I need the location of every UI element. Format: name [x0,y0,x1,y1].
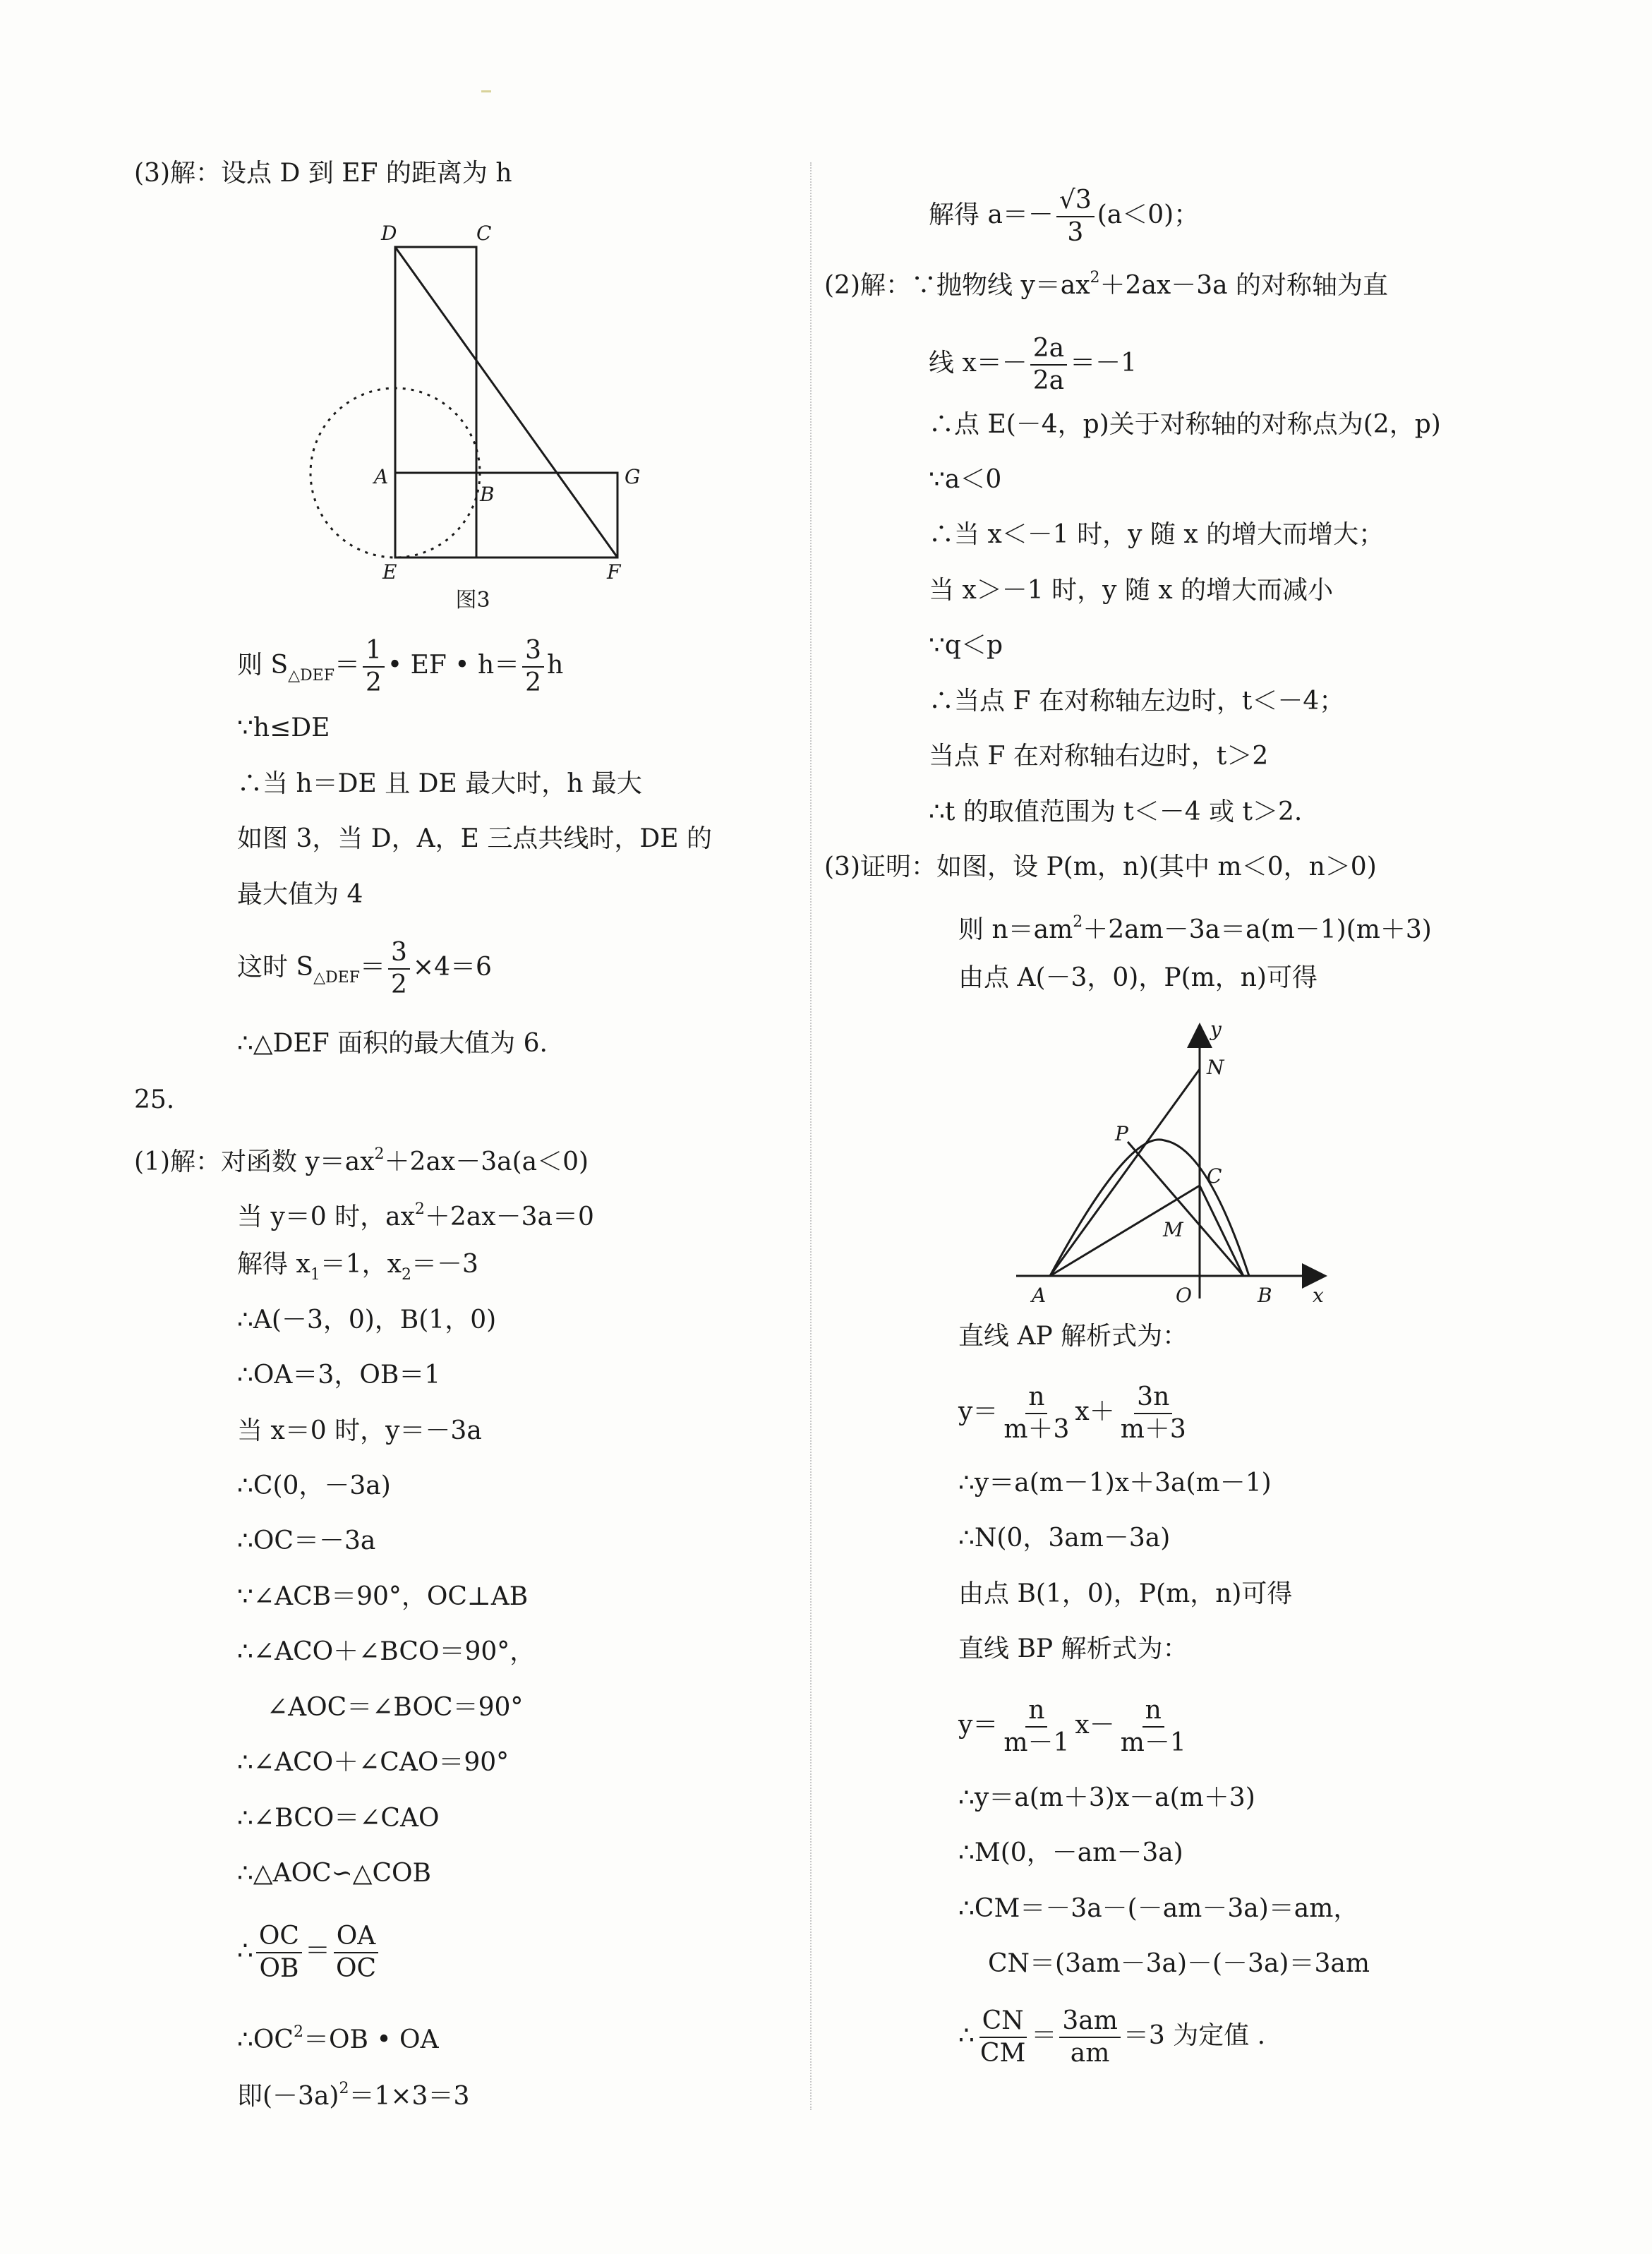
part3-intro: (3)解：设点 D 到 EF 的距离为 h [134,159,512,188]
segment-df [395,247,617,558]
part2-intro: (2)解：∵抛物线 $y=ax^2+2ax-3a$ 的对称轴为直 [824,269,1389,300]
when-x-zero: 当 x＝0 时，y＝－3a [237,1416,482,1445]
fraction-sqrt3-3: $\frac{√3}{3}$ [1056,185,1095,248]
a-negative: ∵a＜0 [929,465,1002,494]
scan-mark [481,90,491,92]
fraction-bp-1: $\frac{n}{m-1}$ [1003,1696,1070,1757]
symmetric-point: ∴点 E(－4，p)关于对称轴的对称点为(2，p) [929,410,1441,439]
point-m: ∴M(0，－am－3a) [958,1838,1183,1867]
label-a: A [374,465,389,488]
point-c: ∴C(0，－3a) [237,1471,391,1500]
fraction-cn-cm: $\frac{CN}{CM}$ [979,2006,1026,2068]
label-d: D [381,222,397,245]
fraction-ap-2: $\frac{3n}{m+3}$ [1120,1382,1186,1444]
label-c: C [1207,1164,1222,1188]
parabola-figure [1002,1016,1334,1313]
collinear-line-2: 最大值为 4 [237,880,363,909]
f-right: 当点 F 在对称轴右边时，t＞2 [929,742,1269,771]
figure-3 [303,219,656,614]
ap-simplified: ∴y＝a(m－1)x＋3a(m－1) [958,1469,1272,1497]
area-value: 这时 $S_{\triangle DEF}=$ $\frac{3}{2}$ ×4＝6 [237,938,492,999]
label-m: M [1163,1218,1183,1241]
part3-proof: (3)证明：如图，设 P(m，n)(其中 m＜0，n＞0) [824,852,1377,881]
line-ap [1050,1069,1200,1276]
label-f: F [607,560,621,584]
label-g: G [625,465,641,488]
area-formula: 则 $S_{\triangle DEF}=$ $\frac{1}{2}$ • EF • h＝ $\frac{3}{2}$ h [237,636,564,697]
fraction-oc-ob: $\frac{OC}{OB}$ [256,1921,302,1984]
n-expression: 则 $n=am^2+2am-3a=a(m-1)(m+3)$ [958,913,1432,944]
similar-triangles: ∴△AOC∽△COB [237,1859,432,1888]
angle-acb: ∵∠ACB＝90°，OC⊥AB [237,1582,529,1611]
label-b: B [480,483,495,506]
points-ab: ∴A(－3，0)，B(1，0) [237,1306,497,1334]
fraction-1-2: $\frac{1}{2}$ [363,635,385,699]
part1-intro: (1)解：对函数 $y=ax^2+2ax-3a(a<0)$ [134,1145,589,1176]
solve-a: 解得 a＝－ $\frac{√3}{3}$ (a＜0)； [929,186,1200,247]
bp-title: 直线 BP 解析式为： [958,1634,1188,1663]
from-point-b: 由点 B(1，0)，P(m，n)可得 [958,1579,1293,1608]
label-x: x [1313,1284,1324,1307]
bp-equation: y＝ $\frac{n}{m-1}$ x－ $\frac{n}{m-1}$ [958,1695,1192,1759]
collinear-line-1: 如图 3，当 D，A，E 三点共线时，DE 的 [237,824,712,853]
question-number: 25. [134,1085,175,1114]
fraction-3-2b: $\frac{3}{2}$ [388,937,410,1001]
label-a: A [1032,1284,1047,1307]
fraction-oa-oc: $\frac{OA}{OC}$ [333,1921,379,1984]
t-range: ∴t 的取值范围为 t＜－4 或 t＞2. [929,797,1303,826]
rect-abgf [395,473,617,558]
label-e: E [382,560,397,584]
from-point-a: 由点 A(－3，0)，P(m，n)可得 [958,963,1318,992]
area-conclusion: ∴△DEF 面积的最大值为 6. [237,1029,548,1058]
fraction-bp-2: $\frac{n}{m-1}$ [1120,1696,1186,1757]
label-n: N [1207,1056,1224,1079]
h-le-de: ∵h≤DE [237,713,330,742]
label-b: B [1258,1284,1272,1307]
fraction-2a-2a: $\frac{2a}{2a}$ [1030,333,1067,397]
when-y-zero: 当 y＝0 时，$ax^2+2ax-3a=0$ [237,1200,594,1231]
increasing: ∴当 x＜－1 时，y 随 x 的增大而增大； [929,520,1385,549]
angles-right: ∠AOC＝∠BOC＝90° [267,1693,524,1722]
fraction-3-2: $\frac{3}{2}$ [522,635,544,699]
rect-dcbe [395,247,476,558]
figure-3-caption: 图3 [455,588,490,613]
oa-ob: ∴OA＝3，OB＝1 [237,1361,441,1390]
max-h: ∴当 h＝DE 且 DE 最大时，h 最大 [237,769,642,798]
f-left: ∴当点 F 在对称轴左边时，t＜－4； [929,687,1345,716]
parabola-curve [1050,1140,1249,1276]
fraction-3am-am: $\frac{3am}{am}$ [1059,2006,1121,2069]
i-e-equation: 即$(-3a)^2=1\times 3=3$ [237,2080,470,2111]
label-c: C [476,222,492,245]
angles-equal: ∴∠BCO＝∠CAO [237,1804,440,1833]
decreasing: 当 x＞－1 时，y 随 x 的增大而减小 [929,576,1334,605]
fraction-ap-1: $\frac{n}{m+3}$ [1003,1382,1070,1444]
angles-sum-2: ∴∠ACO＋∠CAO＝90° [237,1748,510,1777]
ap-title: 直线 AP 解析式为： [958,1322,1188,1351]
cm-length: ∴CM＝－3a－(－am－3a)＝am， [958,1894,1359,1923]
point-n: ∴N(0，3am－3a) [958,1524,1171,1553]
label-o: O [1176,1284,1192,1307]
ratio-equation: ∴ $\frac{OC}{OB}$ ＝ $\frac{OA}{OC}$ [237,1921,382,1984]
oc-squared: $\therefore OC^2=OB$ • OA [237,2023,439,2054]
ap-equation: y＝ $\frac{n}{m+3}$ x＋ $\frac{3n}{m+3}$ [958,1382,1192,1445]
label-p: P [1115,1122,1128,1145]
line-cb [1200,1186,1243,1276]
roots: 解得 $x_1=1$，$x_2=-3$ [237,1250,478,1284]
column-divider [810,162,812,2110]
bp-simplified: ∴y＝a(m＋3)x－a(m＋3) [958,1783,1255,1812]
oc-length: ∴OC＝－3a [237,1526,376,1555]
line-pb [1128,1142,1243,1276]
q-lt-p: ∵q＜p [929,631,1003,660]
cn-length: CN＝(3am－3a)－(－3a)＝3am [988,1949,1370,1978]
angles-sum-1: ∴∠ACO＋∠BCO＝90°， [237,1637,536,1666]
label-y: y [1210,1018,1222,1041]
final-ratio: ∴ $\frac{CN}{CM}$ ＝ $\frac{3am}{am}$ ＝3 为定值 . [958,2006,1266,2068]
axis-of-symmetry: 线 x＝－ $\frac{2a}{2a}$ ＝－1 [929,334,1138,395]
